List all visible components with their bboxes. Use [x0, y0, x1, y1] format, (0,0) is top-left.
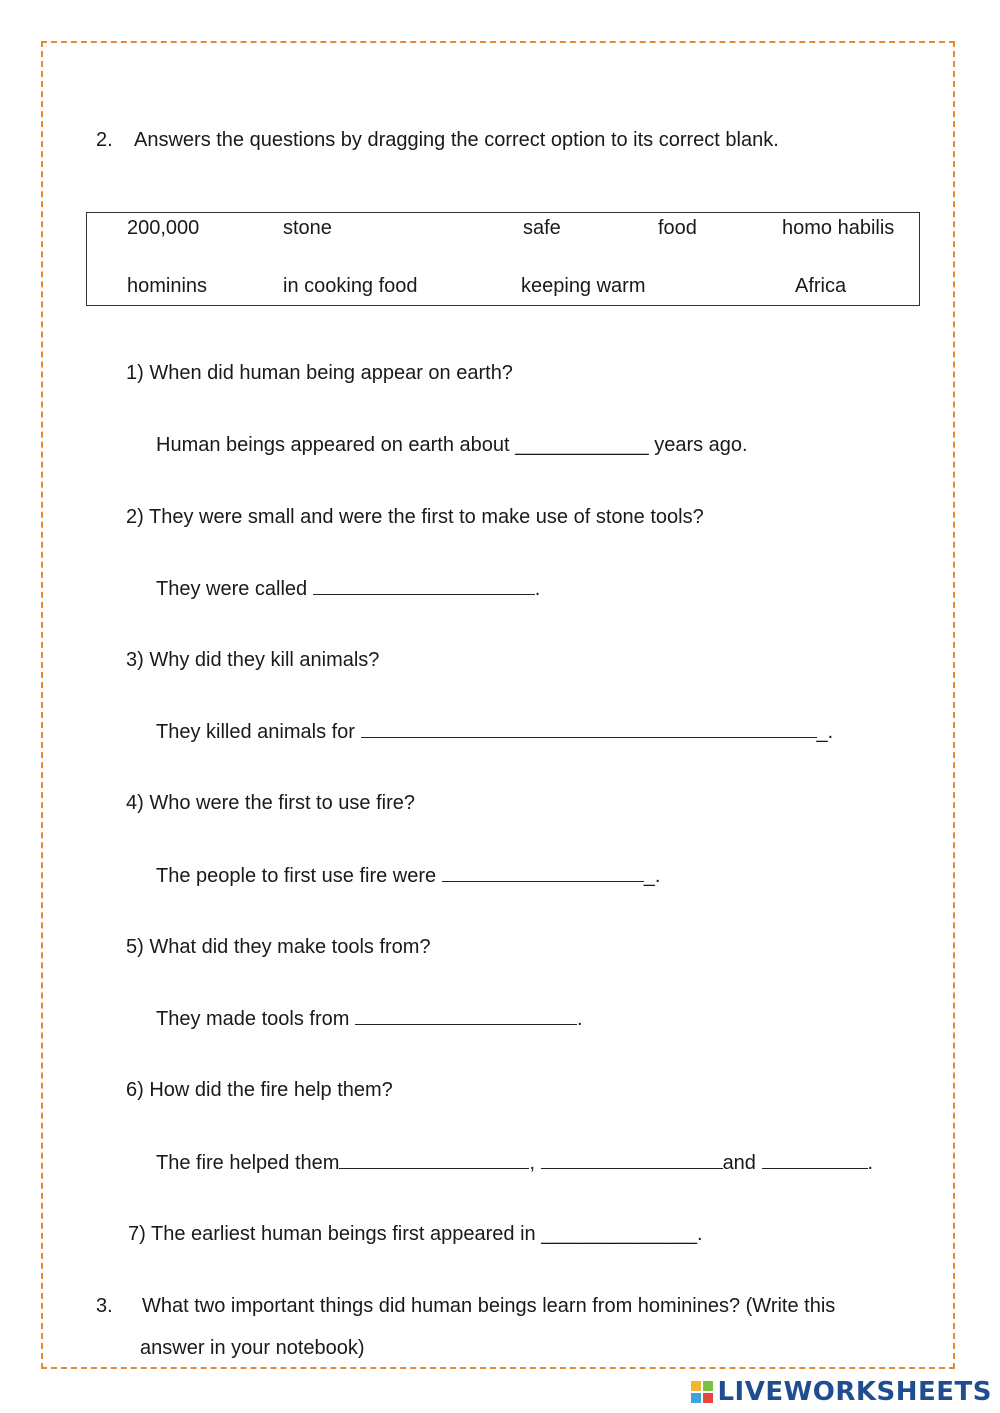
blank-5[interactable]	[355, 1006, 577, 1025]
answer-6-and: and	[722, 1152, 756, 1174]
option-africa[interactable]: Africa	[795, 275, 847, 297]
logo-square-2	[703, 1381, 713, 1391]
option-hominins[interactable]: hominins	[127, 275, 208, 297]
question-7	[128, 1222, 703, 1246]
blank-6c[interactable]	[762, 1150, 868, 1169]
logo-square-3	[691, 1393, 701, 1403]
logo-square-1	[691, 1381, 701, 1391]
question-2: 2) They were small and were the first to make use of stone tools?	[126, 506, 704, 528]
answer-1	[156, 433, 748, 457]
instruction-text: Answers the questions by dragging the correct option to its correct blank.	[134, 129, 779, 151]
answer-3	[156, 719, 833, 744]
blank-6b[interactable]	[541, 1150, 723, 1169]
question-3: 3) Why did they kill animals?	[126, 649, 380, 671]
question3-line1: What two important things did human beings learn from hominines? (Write this	[142, 1295, 836, 1317]
logo-text: LIVEWORKSHEETS	[717, 1377, 992, 1407]
answer-2-suffix: .	[534, 578, 541, 600]
answer-5-text: They made tools from	[156, 1008, 350, 1030]
question-5: 5) What did they make tools from?	[126, 936, 431, 958]
question-1: 1) When did human being appear on earth?	[126, 362, 513, 384]
answer-5	[156, 1006, 583, 1031]
blank-7[interactable]: ______________.	[541, 1223, 703, 1245]
blank-1[interactable]: ____________	[515, 434, 649, 456]
question-7-text: 7) The earliest human beings first appeared in	[128, 1223, 536, 1245]
question-6: 6) How did the fire help them?	[126, 1079, 393, 1101]
option-200000[interactable]: 200,000	[127, 217, 200, 239]
answer-6	[156, 1150, 873, 1175]
question-4: 4) Who were the first to use fire?	[126, 792, 416, 814]
answer-5-suffix: .	[576, 1008, 583, 1030]
answer-1-text: Human beings appeared on earth about	[156, 434, 510, 456]
answer-3-suffix: _.	[816, 721, 834, 743]
option-homo-habilis[interactable]: homo habilis	[782, 217, 895, 239]
logo-icon	[691, 1381, 713, 1403]
question3-number: 3.	[96, 1295, 113, 1317]
question3-line2: answer in your notebook)	[140, 1337, 365, 1359]
option-safe[interactable]: safe	[523, 217, 561, 239]
answer-6-suffix: .	[867, 1152, 874, 1174]
answer-1-suffix: years ago.	[654, 434, 748, 456]
blank-2[interactable]	[313, 576, 535, 595]
answer-3-text: They killed animals for	[156, 721, 355, 743]
blank-3[interactable]	[361, 719, 817, 738]
instruction-number: 2.	[96, 129, 113, 151]
option-in-cooking-food[interactable]: in cooking food	[283, 275, 418, 297]
option-keeping-warm[interactable]: keeping warm	[521, 275, 646, 297]
answer-6-text: The fire helped them	[156, 1152, 340, 1174]
answer-4-text: The people to first use fire were	[156, 865, 437, 887]
answer-4-suffix: _.	[643, 865, 661, 887]
logo-square-4	[703, 1393, 713, 1403]
option-food[interactable]: food	[658, 217, 697, 239]
option-stone[interactable]: stone	[283, 217, 332, 239]
answer-4	[156, 863, 660, 888]
blank-4[interactable]	[442, 863, 644, 882]
answer-2	[156, 576, 540, 601]
answer-6-comma: ,	[529, 1152, 535, 1174]
answer-2-text: They were called	[156, 578, 308, 600]
liveworksheets-logo	[691, 1377, 992, 1407]
blank-6a[interactable]	[339, 1150, 529, 1169]
